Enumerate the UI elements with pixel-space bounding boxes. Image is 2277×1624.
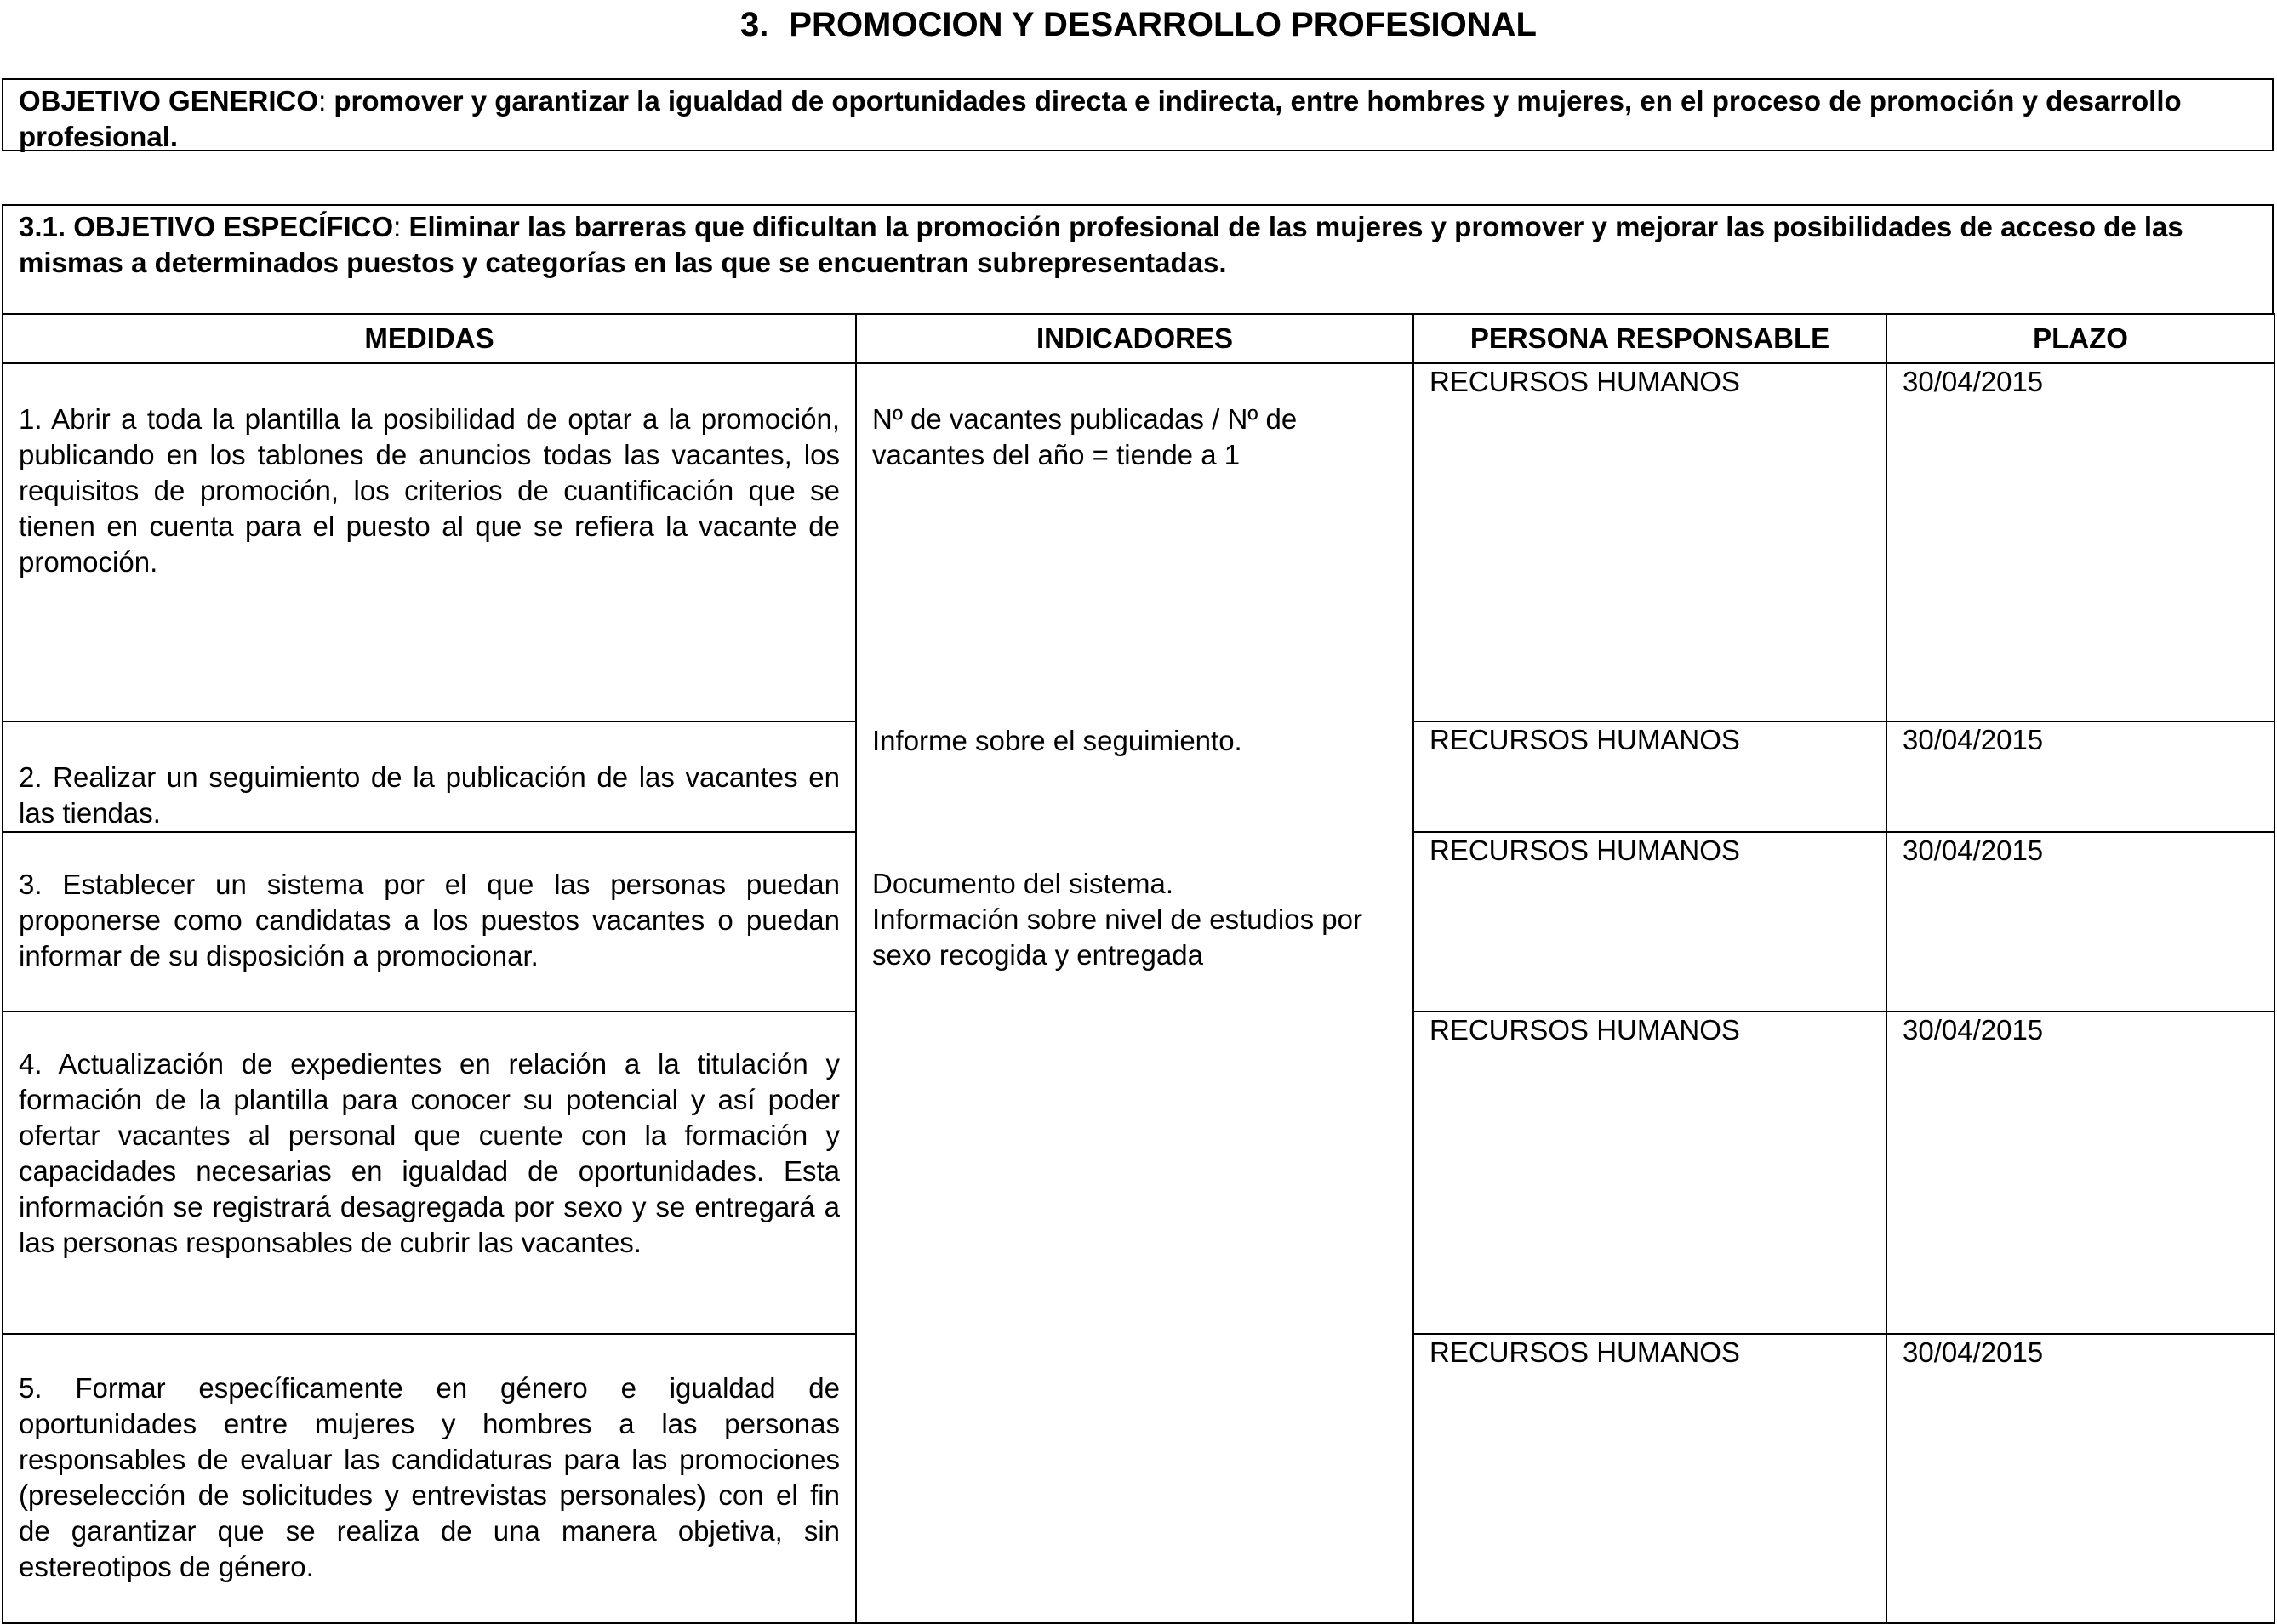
objetivo-especifico-label: 3.1. OBJETIVO ESPECÍFICO <box>19 211 394 242</box>
plazo-text: 30/04/2015 <box>1903 366 2044 397</box>
responsable-text: RECURSOS HUMANOS <box>1430 1336 1740 1368</box>
page-title <box>0 3 2277 46</box>
indicador-text: Nº de vacantes publicadas / Nº de vacantes del año = tiende a 1 <box>872 403 1298 470</box>
plazo-cell <box>1886 1011 2274 1334</box>
plazo-cell <box>1886 363 2274 721</box>
plazo-cell <box>1886 721 2274 832</box>
objetivo-especifico-text: Eliminar las barreras que dificultan la promoción profesional de las mujeres y promover y mejorar las posibilidades de acceso de las mismas a determinados puestos y categorías en las que se encuentran subrepresentadas. <box>19 211 2183 278</box>
section-title: PROMOCION Y DESARROLLO PROFESIONAL <box>789 6 1537 43</box>
responsable-cell <box>1413 721 1886 832</box>
header-medidas: MEDIDAS <box>3 314 856 363</box>
responsable-cell <box>1413 363 1886 721</box>
medida-cell <box>3 1334 856 1623</box>
objetivo-generico-label: OBJETIVO GENERICO <box>19 85 319 117</box>
table-header-row <box>3 314 2274 363</box>
medida-text: 3. Establecer un sistema por el que las personas puedan proponerse como candidatas a los puestos vacantes o puedan informar de su disposición a promocionar. <box>19 869 840 972</box>
responsable-text: RECURSOS HUMANOS <box>1430 366 1740 397</box>
responsable-text: RECURSOS HUMANOS <box>1430 835 1740 866</box>
indicador-text: Informe sobre el seguimiento. <box>872 725 1242 756</box>
colon: : <box>393 211 402 242</box>
header-plazo: PLAZO <box>1886 314 2274 363</box>
medida-cell <box>3 721 856 832</box>
medida-text: 1. Abrir a toda la plantilla la posibilidad de optar a la promoción, publicando en los tablones de anuncios todas las vacantes, los requisitos de promoción, los criterios de cuantificación que se tienen en cuenta para el puesto al que se refiera la vacante de promoción. <box>19 403 840 578</box>
plazo-text: 30/04/2015 <box>1903 835 2044 866</box>
objetivo-generico-text: promover y garantizar la igualdad de oportunidades directa e indirecta, entre hombres y mujeres, en el proceso de promoción y desarrollo profesional. <box>19 85 2182 152</box>
medida-cell <box>3 1011 856 1334</box>
plazo-cell <box>1886 832 2274 1011</box>
responsable-text: RECURSOS HUMANOS <box>1430 724 1740 755</box>
header-indicadores: INDICADORES <box>856 314 1413 363</box>
indicador-text: Información sobre nivel de estudios por sexo recogida y entregada <box>872 903 1362 971</box>
plazo-text: 30/04/2015 <box>1903 724 2044 755</box>
objetivo-generico-box <box>2 78 2274 151</box>
colon: : <box>318 85 327 117</box>
medida-cell <box>3 832 856 1011</box>
indicadores-cell <box>856 363 1413 1623</box>
plazo-text: 30/04/2015 <box>1903 1014 2044 1046</box>
section-number: 3. <box>740 6 769 43</box>
medida-text: 5. Formar específicamente en género e igualdad de oportunidades entre mujeres y hombres a las personas responsables de evaluar las candidaturas para las promociones (preselección de solicitudes y entrevistas personales) con el fin de garantizar que se realiza de una manera objetiva, sin estereotipos de género. <box>19 1372 840 1582</box>
responsable-cell <box>1413 1334 1886 1623</box>
medida-text: 4. Actualización de expedientes en relación a la titulación y formación de la plantilla para conocer su potencial y así poder ofertar vacantes al personal que cuente con la formación y capacidades necesarias en igualdad de oportunidades. Esta información se registrará desagregada por sexo y se entregará a las personas responsables de cubrir las vacantes. <box>19 1048 840 1258</box>
indicador-text: Documento del sistema. <box>872 868 1173 899</box>
responsable-text: RECURSOS HUMANOS <box>1430 1014 1740 1046</box>
header-persona-responsable: PERSONA RESPONSABLE <box>1413 314 1886 363</box>
plazo-text: 30/04/2015 <box>1903 1336 2044 1368</box>
medida-cell <box>3 363 856 721</box>
responsable-cell <box>1413 832 1886 1011</box>
plazo-cell <box>1886 1334 2274 1623</box>
objetivo-especifico-box <box>2 204 2274 315</box>
measures-table <box>2 313 2275 1624</box>
table-row <box>3 363 2274 721</box>
medida-text: 2. Realizar un seguimiento de la publicación de las vacantes en las tiendas. <box>19 761 840 829</box>
responsable-cell <box>1413 1011 1886 1334</box>
